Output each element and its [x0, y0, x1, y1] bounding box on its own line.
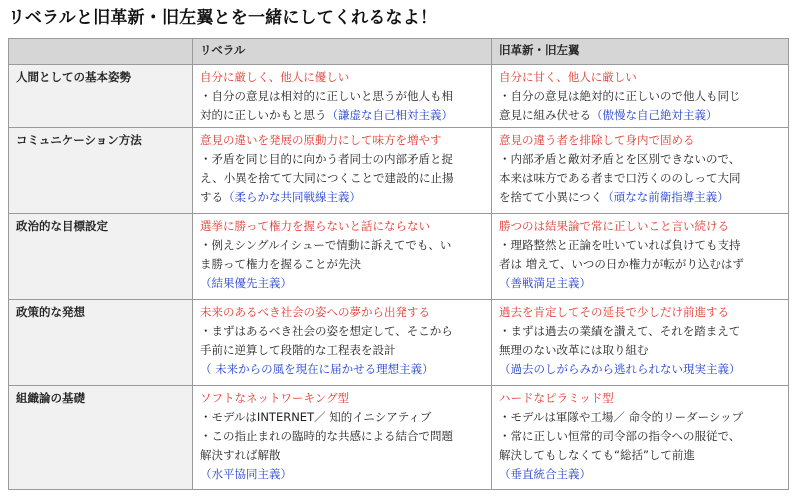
cell-tag: （垂直統合主義） [499, 467, 591, 481]
cell-line: ・まずはあるべき社会の姿を想定して、そこから [200, 324, 453, 338]
cell-line: ・まずは過去の業績を讃えて、それを踏まえて [499, 324, 741, 338]
cell-tag: （柔らかな共同戦線主義） [223, 190, 361, 204]
cell-tag: （結果優先主義） [200, 276, 292, 290]
row-label: 人間としての基本姿勢 [9, 65, 193, 128]
cell-line: 無理のない改革には取り組む [499, 343, 649, 357]
row-label: 政治的な目標設定 [9, 214, 193, 300]
table-row [9, 300, 789, 386]
row-label: 政策的な発想 [9, 300, 193, 386]
cell-heading: 未来のあるべき社会の姿への夢から出発する [200, 305, 430, 319]
cell-tag: （善戦満足主義） [499, 276, 591, 290]
cell-tag: （頑なな前衛指導主義） [602, 190, 729, 204]
old-left-cell [492, 300, 789, 386]
table-row [9, 128, 789, 214]
page-title: リベラルと旧革新・旧左翼とを一緒にしてくれるなよ！ [8, 8, 438, 28]
cell-line: を捨てて小異につく [499, 190, 603, 204]
cell-heading: 意見の違いを発展の原動力にして味方を増やす [200, 133, 442, 147]
cell-line: 者は 増えて、いつの日か権力が転がり込むはず [499, 257, 744, 271]
liberal-cell [193, 128, 492, 214]
cell-line-with-tag [499, 188, 781, 207]
table-row [9, 65, 789, 128]
cell-tag: （謙虚な自己相対主義） [326, 108, 453, 122]
table-row [9, 386, 789, 490]
header-liberal: リベラル [193, 39, 492, 65]
cell-tag: （水平協同主義） [200, 467, 292, 481]
header-old-left: 旧革新・旧左翼 [492, 39, 789, 65]
cell-line: ・この指止まれの臨時的な共感による結合で問題 [200, 429, 453, 443]
liberal-cell [193, 386, 492, 490]
row-label: コミュニケーション方法 [9, 128, 193, 214]
old-left-cell [492, 214, 789, 300]
cell-line: ・自分の意見は相対的に正しいと思うが他人も相 [200, 89, 453, 103]
cell-heading: 意見の違う者を排除して身内で固める [499, 133, 695, 147]
cell-line: 解決すれば解散 [200, 448, 281, 462]
liberal-cell [193, 214, 492, 300]
cell-line: する [200, 190, 223, 204]
cell-heading: 過去を肯定してその延長で少しだけ前進する [499, 305, 729, 319]
cell-line: ・内部矛盾と敵対矛盾とを区別できないので、 [499, 152, 741, 166]
cell-line: 対的に正しいかもと思う [200, 108, 327, 122]
cell-heading: 自分に甘く、他人に厳しい [499, 70, 637, 84]
cell-line: ・自分の意見は絶対的に正しいので他人も同じ [499, 89, 741, 103]
cell-tag: （過去のしがらみから逃れられない現実主義） [499, 362, 741, 376]
old-left-cell [492, 65, 789, 128]
cell-line: 意見に組み伏せる [499, 108, 591, 122]
cell-heading: ハードなピラミッド型 [499, 391, 614, 405]
cell-line: ・例えシングルイシューで情動に訴えてでも、い [200, 238, 452, 252]
cell-line-with-tag [200, 188, 484, 207]
cell-line: ・理路整然と正論を吐いていれば負けても支持 [499, 238, 741, 252]
cell-line: ・モデルは軍隊や工場／ 命令的リーダーシップ [499, 410, 744, 424]
cell-line: 本来は味方である者まで口汚くののしって大同 [499, 171, 741, 185]
cell-heading: 自分に厳しく、他人に優しい [200, 70, 350, 84]
table-row [9, 214, 789, 300]
cell-line: ・矛盾を同じ目的に向かう者同士の内部矛盾と捉 [200, 152, 453, 166]
cell-tag: （傲慢な自己絶対主義） [591, 108, 718, 122]
header-row [9, 39, 789, 65]
row-label: 組織論の基礎 [9, 386, 193, 490]
cell-heading: 勝つのは結果論で常に正しいこと言い続ける [499, 219, 729, 233]
cell-tag: （ 未来からの風を現在に届かせる理想主義） [200, 362, 434, 376]
cell-line: え、小異を捨てて大同につくことで建設的に止揚 [200, 171, 454, 185]
cell-line: 解決してもしなくても“総括”して前進 [499, 448, 695, 462]
cell-line-with-tag [200, 106, 484, 125]
liberal-cell [193, 65, 492, 128]
liberal-cell [193, 300, 492, 386]
header-corner-cell [9, 39, 193, 65]
cell-heading: ソフトなネットワーキング型 [200, 391, 350, 405]
old-left-cell [492, 386, 789, 490]
cell-heading: 選挙に勝って権力を握らないと話にならない [200, 219, 430, 233]
cell-line: ・常に正しい恒常的司令部の指令への服従で、 [499, 429, 741, 443]
comparison-table [8, 38, 789, 490]
cell-line: ま勝って権力を握ることが先決 [200, 257, 361, 271]
cell-line-with-tag [499, 106, 781, 125]
cell-line: ・モデルはINTERNET／ 知的イニシアティブ [200, 410, 432, 424]
cell-line: 手前に逆算して段階的な工程表を設計 [200, 343, 396, 357]
old-left-cell [492, 128, 789, 214]
